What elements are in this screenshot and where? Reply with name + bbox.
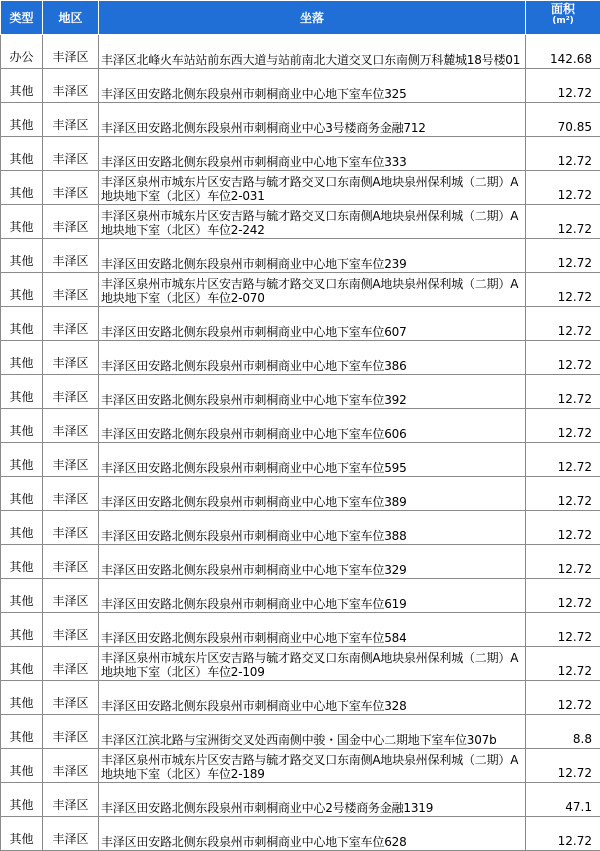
table-row (1, 273, 600, 307)
area-cell: 47.1 (526, 783, 600, 817)
area-cell: 12.72 (526, 239, 600, 273)
location-cell: 丰泽区田安路北侧东段泉州市刺桐商业中心地下室车位329 (99, 545, 526, 579)
type-cell: 其他 (1, 171, 43, 205)
location-cell: 丰泽区田安路北侧东段泉州市刺桐商业中心2号楼商务金融1319 (99, 783, 526, 817)
header-row (1, 1, 600, 35)
location-cell: 丰泽区田安路北侧东段泉州市刺桐商业中心地下室车位584 (99, 613, 526, 647)
district-cell: 丰泽区 (43, 579, 99, 613)
location-cell: 丰泽区田安路北侧东段泉州市刺桐商业中心地下室车位595 (99, 443, 526, 477)
location-cell: 丰泽区田安路北侧东段泉州市刺桐商业中心地下室车位628 (99, 817, 526, 851)
table-row (1, 681, 600, 715)
location-cell: 丰泽区田安路北侧东段泉州市刺桐商业中心地下室车位619 (99, 579, 526, 613)
table-row (1, 511, 600, 545)
area-cell: 70.85 (526, 103, 600, 137)
type-cell: 其他 (1, 103, 43, 137)
table-row (1, 477, 600, 511)
area-cell: 12.72 (526, 443, 600, 477)
area-cell: 12.72 (526, 579, 600, 613)
area-cell: 12.72 (526, 273, 600, 307)
type-cell: 其他 (1, 341, 43, 375)
table-row (1, 783, 600, 817)
district-cell: 丰泽区 (43, 681, 99, 715)
district-cell: 丰泽区 (43, 341, 99, 375)
area-cell: 12.72 (526, 307, 600, 341)
table-row (1, 409, 600, 443)
table-row (1, 341, 600, 375)
district-cell: 丰泽区 (43, 205, 99, 239)
district-cell: 丰泽区 (43, 273, 99, 307)
location-cell: 丰泽区田安路北侧东段泉州市刺桐商业中心地下室车位328 (99, 681, 526, 715)
table-row (1, 647, 600, 681)
area-cell: 12.72 (526, 137, 600, 171)
table-row (1, 69, 600, 103)
district-cell: 丰泽区 (43, 443, 99, 477)
area-cell: 12.72 (526, 375, 600, 409)
table-row (1, 103, 600, 137)
area-cell: 142.68 (526, 35, 600, 69)
area-cell: 12.72 (526, 647, 600, 681)
location-cell: 丰泽区泉州市城东片区安吉路与毓才路交叉口东南侧A地块泉州保利城（二期）A地块地下室（北区）车位2-031 (99, 171, 526, 205)
table-row (1, 137, 600, 171)
header-type: 类型 (1, 1, 43, 35)
area-cell: 12.72 (526, 171, 600, 205)
type-cell: 其他 (1, 647, 43, 681)
table-row (1, 545, 600, 579)
location-cell: 丰泽区田安路北侧东段泉州市刺桐商业中心地下室车位607 (99, 307, 526, 341)
type-cell: 其他 (1, 137, 43, 171)
district-cell: 丰泽区 (43, 409, 99, 443)
district-cell: 丰泽区 (43, 69, 99, 103)
area-cell: 12.72 (526, 817, 600, 851)
district-cell: 丰泽区 (43, 749, 99, 783)
district-cell: 丰泽区 (43, 307, 99, 341)
table-row (1, 307, 600, 341)
table-row (1, 375, 600, 409)
location-cell: 丰泽区田安路北侧东段泉州市刺桐商业中心地下室车位325 (99, 69, 526, 103)
type-cell: 其他 (1, 579, 43, 613)
district-cell: 丰泽区 (43, 647, 99, 681)
header-area-unit: (m²) (526, 15, 600, 27)
district-cell: 丰泽区 (43, 137, 99, 171)
type-cell: 其他 (1, 817, 43, 851)
table-row (1, 749, 600, 783)
type-cell: 其他 (1, 375, 43, 409)
location-cell: 丰泽区泉州市城东片区安吉路与毓才路交叉口东南侧A地块泉州保利城（二期）A地块地下室（北区）车位2-109 (99, 647, 526, 681)
location-cell: 丰泽区田安路北侧东段泉州市刺桐商业中心地下室车位239 (99, 239, 526, 273)
table-row (1, 613, 600, 647)
type-cell: 其他 (1, 273, 43, 307)
district-cell: 丰泽区 (43, 613, 99, 647)
header-district: 地区 (43, 1, 99, 35)
type-cell: 其他 (1, 477, 43, 511)
district-cell: 丰泽区 (43, 103, 99, 137)
table-row (1, 715, 600, 749)
area-cell: 12.72 (526, 341, 600, 375)
table-body (1, 35, 600, 851)
area-cell: 8.8 (526, 715, 600, 749)
location-cell: 丰泽区北峰火车站站前东西大道与站前南北大道交叉口东南侧万科麓城18号楼01 (99, 35, 526, 69)
table-row (1, 579, 600, 613)
type-cell: 其他 (1, 681, 43, 715)
district-cell: 丰泽区 (43, 715, 99, 749)
type-cell: 其他 (1, 69, 43, 103)
district-cell: 丰泽区 (43, 35, 99, 69)
type-cell: 其他 (1, 205, 43, 239)
table-row (1, 171, 600, 205)
district-cell: 丰泽区 (43, 239, 99, 273)
type-cell: 办公 (1, 35, 43, 69)
table-row (1, 443, 600, 477)
location-cell: 丰泽区田安路北侧东段泉州市刺桐商业中心地下室车位333 (99, 137, 526, 171)
district-cell: 丰泽区 (43, 477, 99, 511)
area-cell: 12.72 (526, 409, 600, 443)
area-cell: 12.72 (526, 511, 600, 545)
area-cell: 12.72 (526, 613, 600, 647)
district-cell: 丰泽区 (43, 545, 99, 579)
table-row (1, 239, 600, 273)
type-cell: 其他 (1, 443, 43, 477)
district-cell: 丰泽区 (43, 817, 99, 851)
location-cell: 丰泽区江滨北路与宝洲街交叉处西南侧中骏・国金中心二期地下室车位307b (99, 715, 526, 749)
area-cell: 12.72 (526, 681, 600, 715)
header-area (526, 1, 600, 35)
area-cell: 12.72 (526, 69, 600, 103)
location-cell: 丰泽区田安路北侧东段泉州市刺桐商业中心地下室车位388 (99, 511, 526, 545)
location-cell: 丰泽区泉州市城东片区安吉路与毓才路交叉口东南侧A地块泉州保利城（二期）A地块地下室（北区）车位2-070 (99, 273, 526, 307)
table-row (1, 205, 600, 239)
area-cell: 12.72 (526, 205, 600, 239)
district-cell: 丰泽区 (43, 375, 99, 409)
header-area-label: 面积 (551, 2, 575, 16)
header-location: 坐落 (99, 1, 526, 35)
area-cell: 12.72 (526, 477, 600, 511)
type-cell: 其他 (1, 783, 43, 817)
location-cell: 丰泽区田安路北侧东段泉州市刺桐商业中心地下室车位386 (99, 341, 526, 375)
type-cell: 其他 (1, 545, 43, 579)
district-cell: 丰泽区 (43, 783, 99, 817)
location-cell: 丰泽区田安路北侧东段泉州市刺桐商业中心地下室车位606 (99, 409, 526, 443)
table-row (1, 35, 600, 69)
type-cell: 其他 (1, 715, 43, 749)
location-cell: 丰泽区田安路北侧东段泉州市刺桐商业中心地下室车位389 (99, 477, 526, 511)
type-cell: 其他 (1, 239, 43, 273)
location-cell: 丰泽区田安路北侧东段泉州市刺桐商业中心3号楼商务金融712 (99, 103, 526, 137)
type-cell: 其他 (1, 307, 43, 341)
location-cell: 丰泽区田安路北侧东段泉州市刺桐商业中心地下室车位392 (99, 375, 526, 409)
area-cell: 12.72 (526, 545, 600, 579)
location-cell: 丰泽区泉州市城东片区安吉路与毓才路交叉口东南侧A地块泉州保利城（二期）A地块地下室（北区）车位2-189 (99, 749, 526, 783)
type-cell: 其他 (1, 409, 43, 443)
table-row (1, 817, 600, 851)
type-cell: 其他 (1, 511, 43, 545)
location-cell: 丰泽区泉州市城东片区安吉路与毓才路交叉口东南侧A地块泉州保利城（二期）A地块地下室（北区）车位2-242 (99, 205, 526, 239)
type-cell: 其他 (1, 613, 43, 647)
area-cell: 12.72 (526, 749, 600, 783)
type-cell: 其他 (1, 749, 43, 783)
district-cell: 丰泽区 (43, 171, 99, 205)
district-cell: 丰泽区 (43, 511, 99, 545)
